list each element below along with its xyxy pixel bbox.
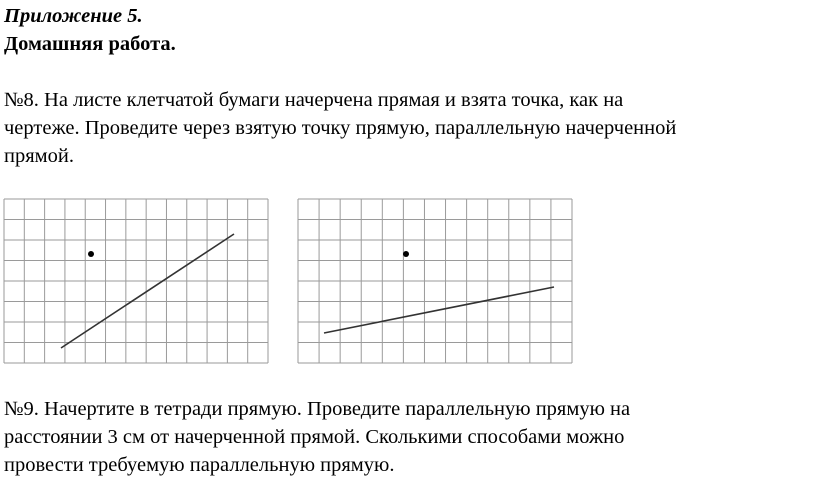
appendix-label: Приложение 5. [4, 5, 143, 27]
task8-text-line2: чертеже. Проведите через взятую точку прямую, параллельную начерченной [4, 117, 677, 139]
grid-right [298, 199, 572, 363]
drawn-line-left [61, 234, 234, 348]
homework-title: Домашняя работа. [4, 33, 176, 55]
grid-left [4, 199, 268, 363]
drawn-line-right [324, 287, 554, 333]
task9-text-line3: провести требуемую параллельную прямую. [4, 454, 395, 476]
point-left [88, 251, 94, 257]
task8-text-line1: №8. На листе клетчатой бумаги начерчена прямая и взята точка, как на [4, 89, 624, 111]
task8-text-line3: прямой. [4, 145, 74, 167]
task9-text-line1: №9. Начертите в тетради прямую. Проведите параллельную прямую на [4, 398, 631, 420]
point-right [403, 251, 409, 257]
task9-text-line2: расстоянии 3 см от начерченной прямой. Сколькими способами можно [4, 426, 625, 448]
